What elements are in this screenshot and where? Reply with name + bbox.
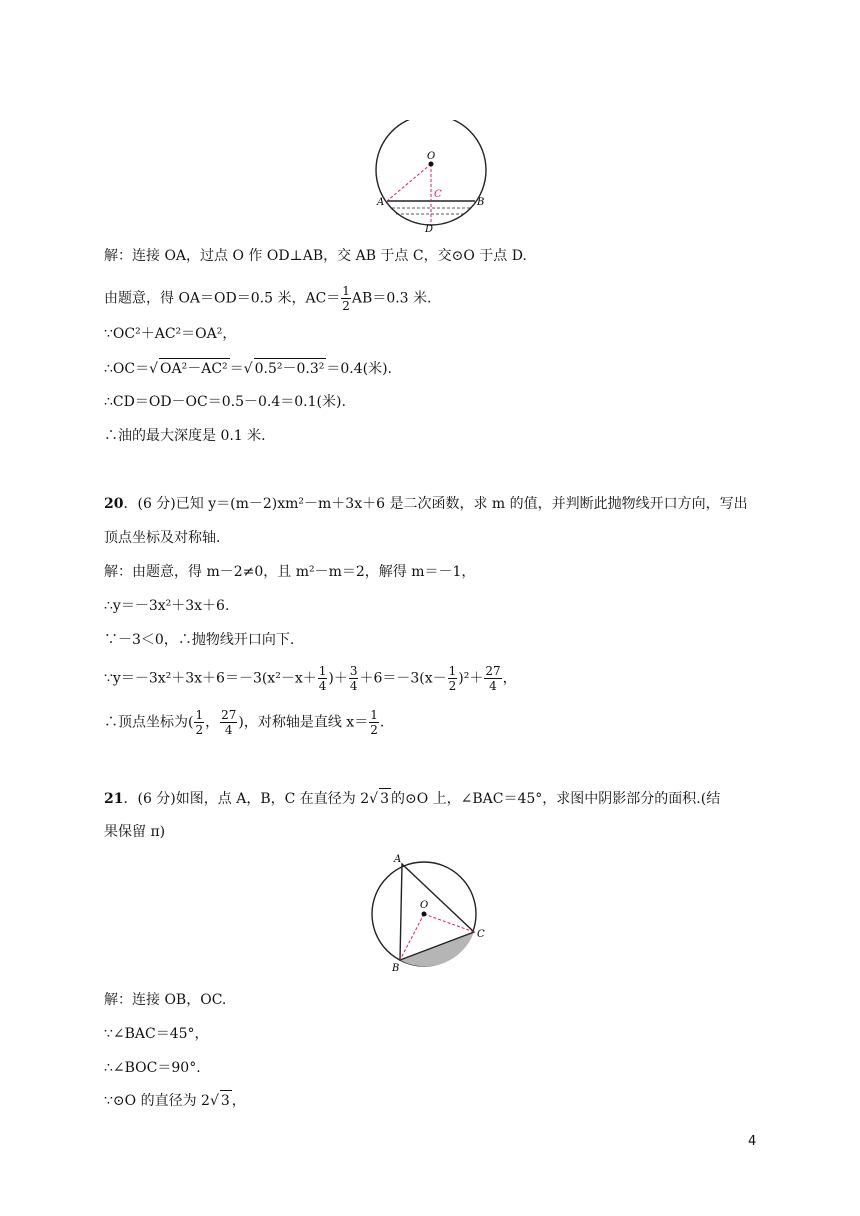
q19-line-5: ∴CD＝OD－OC＝0.5－0.4＝0.1(米). <box>104 394 346 410</box>
inscribed-triangle-figure <box>362 850 494 978</box>
label-d: D <box>425 224 434 235</box>
question-number: 20 <box>104 496 124 512</box>
fraction: $\frac{1}{2}$ <box>195 708 204 737</box>
label-a: A <box>394 854 402 865</box>
fraction: $\frac{1}{2}$ <box>448 664 457 693</box>
q19-line-6: ∴油的最大深度是 0.1 米. <box>104 428 266 444</box>
fraction: $\frac{1}{2}$ <box>370 708 378 737</box>
label-b: B <box>477 197 485 208</box>
fraction: $\frac{1}{4}$ <box>318 664 327 693</box>
q21-line-4: ∵∠BAC＝45°， <box>104 1026 209 1042</box>
q21-line-1: 21．(6 分)如图，点 A，B，C 在直径为 2√ 3 的⊙O 上，∠BAC＝45°，求图中阴影部分的面积.(结 <box>104 788 720 809</box>
q19-line-4: ∴OC＝√ OA²－AC² ＝√ 0.5²－0.3² ＝0.4(米). <box>104 358 392 379</box>
label-b: B <box>392 963 400 974</box>
fraction: $\frac{3}{4}$ <box>349 664 358 693</box>
question-number: 21 <box>104 791 124 807</box>
q21-line-6: ∵⊙O 的直径为 2√ 3 ， <box>104 1090 246 1111</box>
label-o: O <box>427 151 436 162</box>
page-number: 4 <box>748 1134 757 1149</box>
q20-line-1: 20．(6 分)已知 y＝(m－2)xm²－m＋3x＋6 是二次函数，求 m 的值，并判断此抛物线开口方向，写出 <box>104 496 748 512</box>
q21-line-5: ∴∠BOC＝90°. <box>104 1060 201 1076</box>
label-c: C <box>434 189 442 200</box>
label-c: C <box>477 929 485 940</box>
q19-line-2: 由题意，得 OA＝OD＝0.5 米，AC＝ $\frac{1}{2}$ AB＝0.3 米. <box>104 284 432 313</box>
q19-line-1: 解：连接 OA，过点 O 作 OD⊥AB，交 AB 于点 C，交⊙O 于点 D. <box>104 248 527 264</box>
q20-line-2: 顶点坐标及对称轴. <box>104 530 221 546</box>
oil-tank-figure <box>368 120 498 235</box>
fraction: $\frac{27}{4}$ <box>221 708 237 737</box>
fraction: $\frac{27}{4}$ <box>485 664 501 693</box>
label-a: A <box>377 197 385 208</box>
q20-line-6: ∵y＝－3x²＋3x＋6＝－3(x²－x＋ $\frac{1}{4}$ )＋ $\frac{3}{4}$ ＋6＝－3(x－ $\frac{1}{2}$ )²＋ $\frac{27}{4}$ ， <box>104 664 517 693</box>
fraction: $\frac{1}{2}$ <box>342 284 350 313</box>
q21-line-2: 果保留 π) <box>104 824 166 840</box>
q20-line-7: ∴顶点坐标为( $\frac{1}{2}$ ， $\frac{27}{4}$ )，对称轴是直线 x＝ $\frac{1}{2}$ . <box>104 708 385 737</box>
q20-line-4: ∴y＝－3x²＋3x＋6. <box>104 598 230 614</box>
label-o: O <box>420 900 429 911</box>
q19-line-3: ∵OC²＋AC²＝OA²， <box>104 326 237 342</box>
q20-line-5: ∵－3＜0，∴抛物线开口向下. <box>104 632 295 648</box>
q21-line-3: 解：连接 OB，OC. <box>104 992 227 1008</box>
q20-line-3: 解：由题意，得 m－2≠0，且 m²－m＝2，解得 m＝－1， <box>104 564 476 580</box>
